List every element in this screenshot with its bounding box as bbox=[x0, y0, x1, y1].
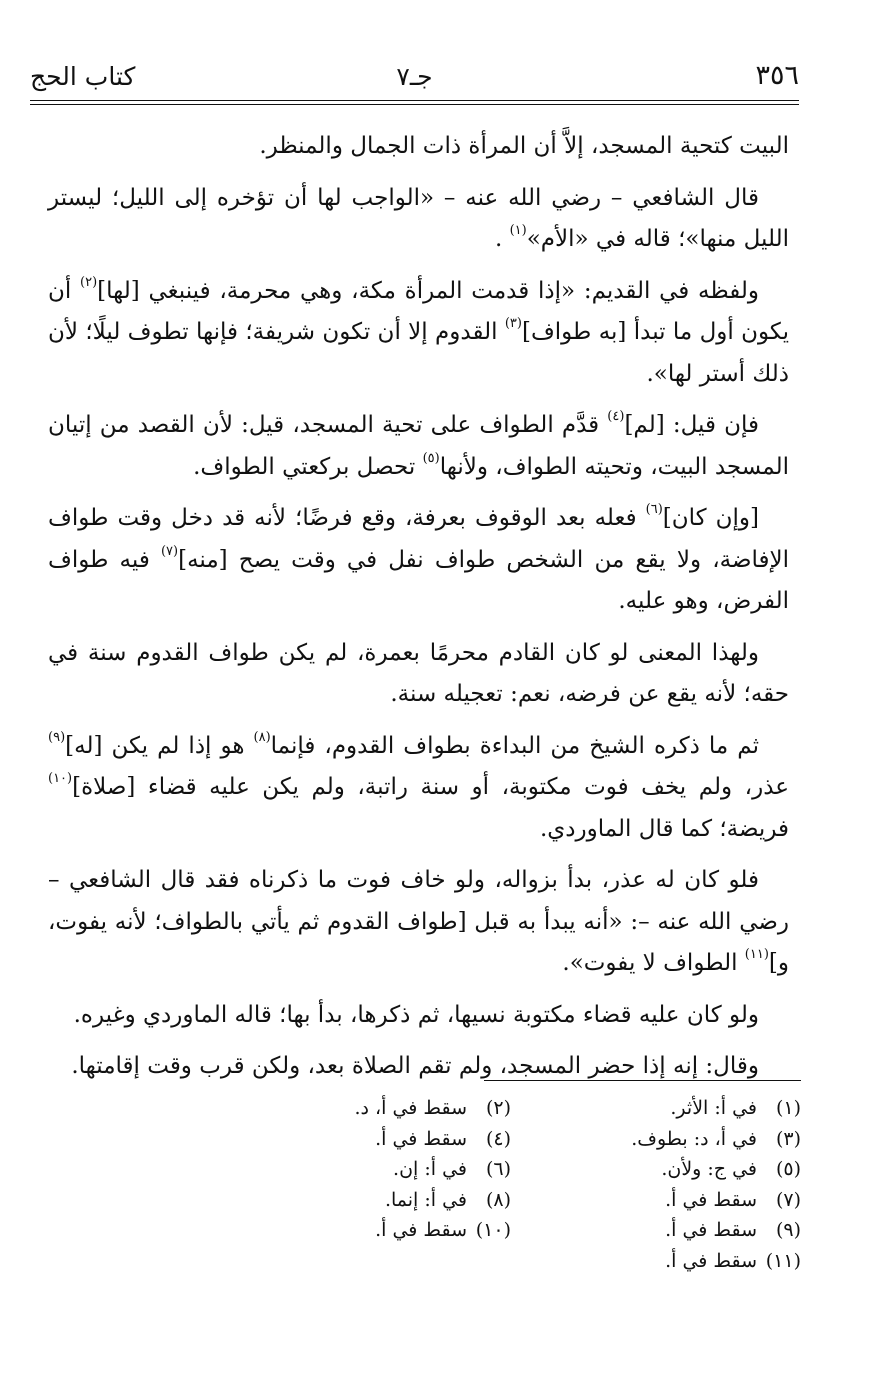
main-text bbox=[48, 126, 789, 1098]
footnote-ref[interactable]: (٨) bbox=[253, 729, 271, 745]
footnote-rule bbox=[484, 1080, 801, 1081]
footnote: (١١)سقط في أ. bbox=[665, 1249, 801, 1272]
footnote-ref[interactable]: (٤) bbox=[607, 409, 625, 424]
footnote: (١)في أ: الأثر. bbox=[670, 1097, 801, 1119]
book-title: كتاب الحج bbox=[30, 62, 136, 91]
footnote-ref[interactable]: (٢) bbox=[80, 274, 98, 290]
footnote: (٥)في ج: ولأن. bbox=[661, 1158, 801, 1181]
paragraph: ولو كان عليه قضاء مكتوبة نسيها، ثم ذكرها، بدأ بها؛ قاله الماوردي وغيره. bbox=[73, 1001, 759, 1028]
footnote: (١٠)سقط في أ. bbox=[375, 1219, 511, 1242]
footnote: (٦)في أ: إن. bbox=[393, 1158, 511, 1181]
header-rule bbox=[30, 100, 799, 101]
footnote: (٩)سقط في أ. bbox=[665, 1219, 801, 1242]
footnote: (٣)في أ، د: بطوف. bbox=[631, 1127, 801, 1150]
footnotes bbox=[160, 1093, 801, 1277]
paragraph: ثم ما ذكره الشيخ من البداءة بطواف القدوم، فإنما$^{(٨)}$ هو إذا لم يكن [له]$^{(٩)}$ عذر، ولم يخف فوت مكتوبة، أو سنة راتبة، ولم يكن عليه قضاء [صلاة]$^{(١٠)}$ فريضة؛ كما قال الماوردي. bbox=[48, 729, 789, 842]
footnote-ref[interactable]: (٥) bbox=[422, 450, 440, 466]
footnote: (٤)سقط في أ. bbox=[375, 1127, 511, 1150]
paragraph: فلو كان له عذر، بدأ بزواله، ولو خاف فوت ما ذكرناه فقد قال الشافعي – رضي الله عنه –: «أنه يبدأ به قبل [طواف القدوم ثم يأتي بالطواف؛ لأنه يفوت، و]$^{(١١)}$ الطواف لا يفوت». bbox=[48, 867, 789, 976]
footnote-ref[interactable]: (١١) bbox=[744, 947, 769, 962]
footnote: (٢)سقط في أ، د. bbox=[354, 1097, 511, 1119]
page-number: ٣٥٦ bbox=[755, 60, 799, 91]
paragraph: وقال: إنه إذا حضر المسجد، ولم تقم الصلاة بعد، ولكن قرب وقت إقامتها. bbox=[71, 1053, 759, 1079]
footnote-ref[interactable]: (١٠) bbox=[48, 771, 73, 786]
footnotes-column-even bbox=[161, 1093, 511, 1277]
paragraph: ولفظه في القديم: «إذا قدمت المرأة مكة، وهي محرمة، فينبغي [لها]$^{(٢)}$ أن يكون أول ما تبدأ [به طواف]$^{(٣)}$ القدوم إلا أن تكون شريفة؛ فإنها تطوف ليلًا؛ لأن ذلك أستر لها». bbox=[48, 274, 789, 387]
footnote-ref[interactable]: (٦) bbox=[645, 502, 663, 517]
footnote: (٧)سقط في أ. bbox=[665, 1188, 801, 1211]
header-rule-thin bbox=[30, 104, 799, 105]
paragraph: [وإن كان]$^{(٦)}$ فعله بعد الوقوف بعرفة، وقع فرضًا؛ لأنه قد دخل وقت طواف الإفاضة، ولا يقع من الشخص طواف نفل في وقت يصح [منه]$^{(٧)}$ فيه طواف الفرض، وهو عليه. bbox=[48, 502, 789, 614]
paragraph: فإن قيل: [لم]$^{(٤)}$ قدَّم الطواف على تحية المسجد، قيل: لأن القصد من إتيان المسجد البيت، وتحيته الطواف، ولأنها$^{(٥)}$ تحصل بركعتي الطواف. bbox=[48, 409, 789, 480]
volume-label: جـ٧ bbox=[396, 62, 433, 91]
paragraph: قال الشافعي – رضي الله عنه – «الواجب لها أن تؤخره إلى الليل؛ ليستر الليل منها»؛ قاله في «الأم»$^{(١)}$ . bbox=[48, 184, 789, 252]
footnotes-column-odd bbox=[511, 1093, 801, 1277]
page-header bbox=[30, 60, 799, 100]
paragraph: البيت كتحية المسجد، إلاَّ أن المرأة ذات الجمال والمنظر. bbox=[259, 133, 789, 159]
footnote-ref[interactable]: (٧) bbox=[160, 543, 179, 559]
footnote-ref[interactable]: (٩) bbox=[48, 729, 66, 745]
footnote-ref[interactable]: (٣) bbox=[504, 316, 522, 331]
footnote-ref[interactable]: (١) bbox=[509, 223, 527, 238]
paragraph: ولهذا المعنى لو كان القادم محرمًا بعمرة، لم يكن طواف القدوم سنة في حقه؛ لأنه يقع عن فرضه، نعم: تعجيله سنة. bbox=[48, 639, 789, 707]
footnote: (٨)في أ: إنما. bbox=[384, 1188, 511, 1211]
